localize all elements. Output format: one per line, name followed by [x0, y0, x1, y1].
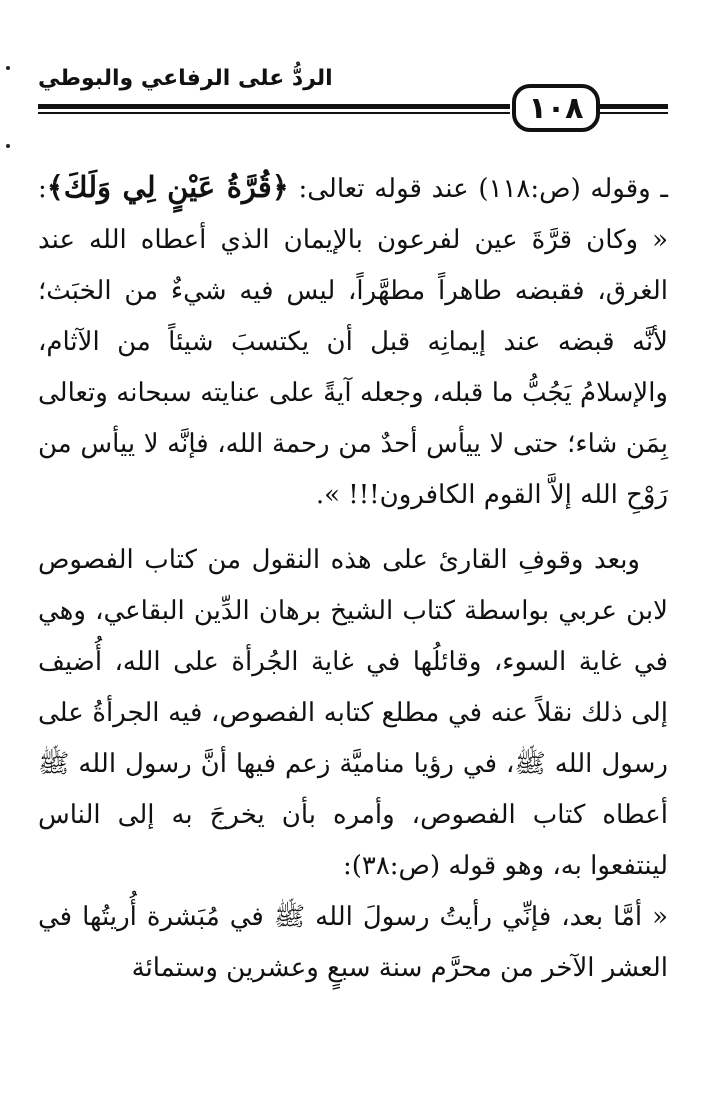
running-header-title: الردُّ على الرفاعي والبوطي [38, 66, 333, 91]
header-rule-right-thick [596, 104, 668, 109]
paragraph-commentary: وبعد وقوفِ القارئ على هذه النقول من كتاب الفصوص لابن عربي بواسطة كتاب الشيخ برهان الدِّين البقاعي، وهي في غاية السوء، وقائلُها في غاية الجُرأة على الله، أُضيف إلى ذلك نقلاً عنه في مطلع كتابه الفصوص، فيه الجرأةُ على رسول الله ﷺ، في رؤيا مناميَّة زعم فيها أنَّ رسول الله ﷺ أعطاه كتاب الفصوص، وأمره بأن يخرجَ به إلى الناس لينتفعوا به، وهو قوله (ص:٣٨): [38, 545, 668, 881]
header-rule-right-thin [596, 112, 668, 114]
paragraph-quote-2: « أمَّا بعد، فإنِّي رأيتُ رسولَ الله ﷺ في مُبَشرة أُريتُها في العشر الآخر من محرَّم سنة سبعٍ وعشرين وستمائة [38, 902, 668, 983]
margin-dot-bottom [6, 144, 10, 148]
paragraph-1-intro: ـ وقوله (ص:١١٨) عند قوله تعالى: [288, 174, 669, 204]
quran-verse: ﴿قُرَّةُ عَيْنٍ لِي وَلَكَ﴾ [46, 170, 289, 204]
paragraph-1-quote: : « وكان قرَّةَ عين لفرعون بالإيمان الذي أعطاه الله عند الغرق، فقبضه طاهراً مطهَّراً، ليس فيه شيءٌ من الخبَث؛ لأنَّه قبضه عند إيمانِه قبل أن يكتسبَ شيئاً من الآثام، والإسلامُ يَجُبُّ ما قبله، وجعله آيةً على عنايته سبحانه وتعالى بِمَن شاء؛ حتى لا ييأس أحدٌ من رحمة الله، فإنَّه لا ييأس من رَوْحِ الله إلاَّ القوم الكافرون!!! ». [38, 174, 668, 510]
paragraph-quote-1 [38, 162, 668, 521]
page-number-box [512, 84, 600, 132]
margin-dot-top [6, 66, 10, 70]
header-rule-thick [38, 104, 510, 109]
page-body [38, 162, 668, 994]
page-number: ١٠٨ [528, 90, 584, 126]
header-rule-thin [38, 112, 510, 114]
